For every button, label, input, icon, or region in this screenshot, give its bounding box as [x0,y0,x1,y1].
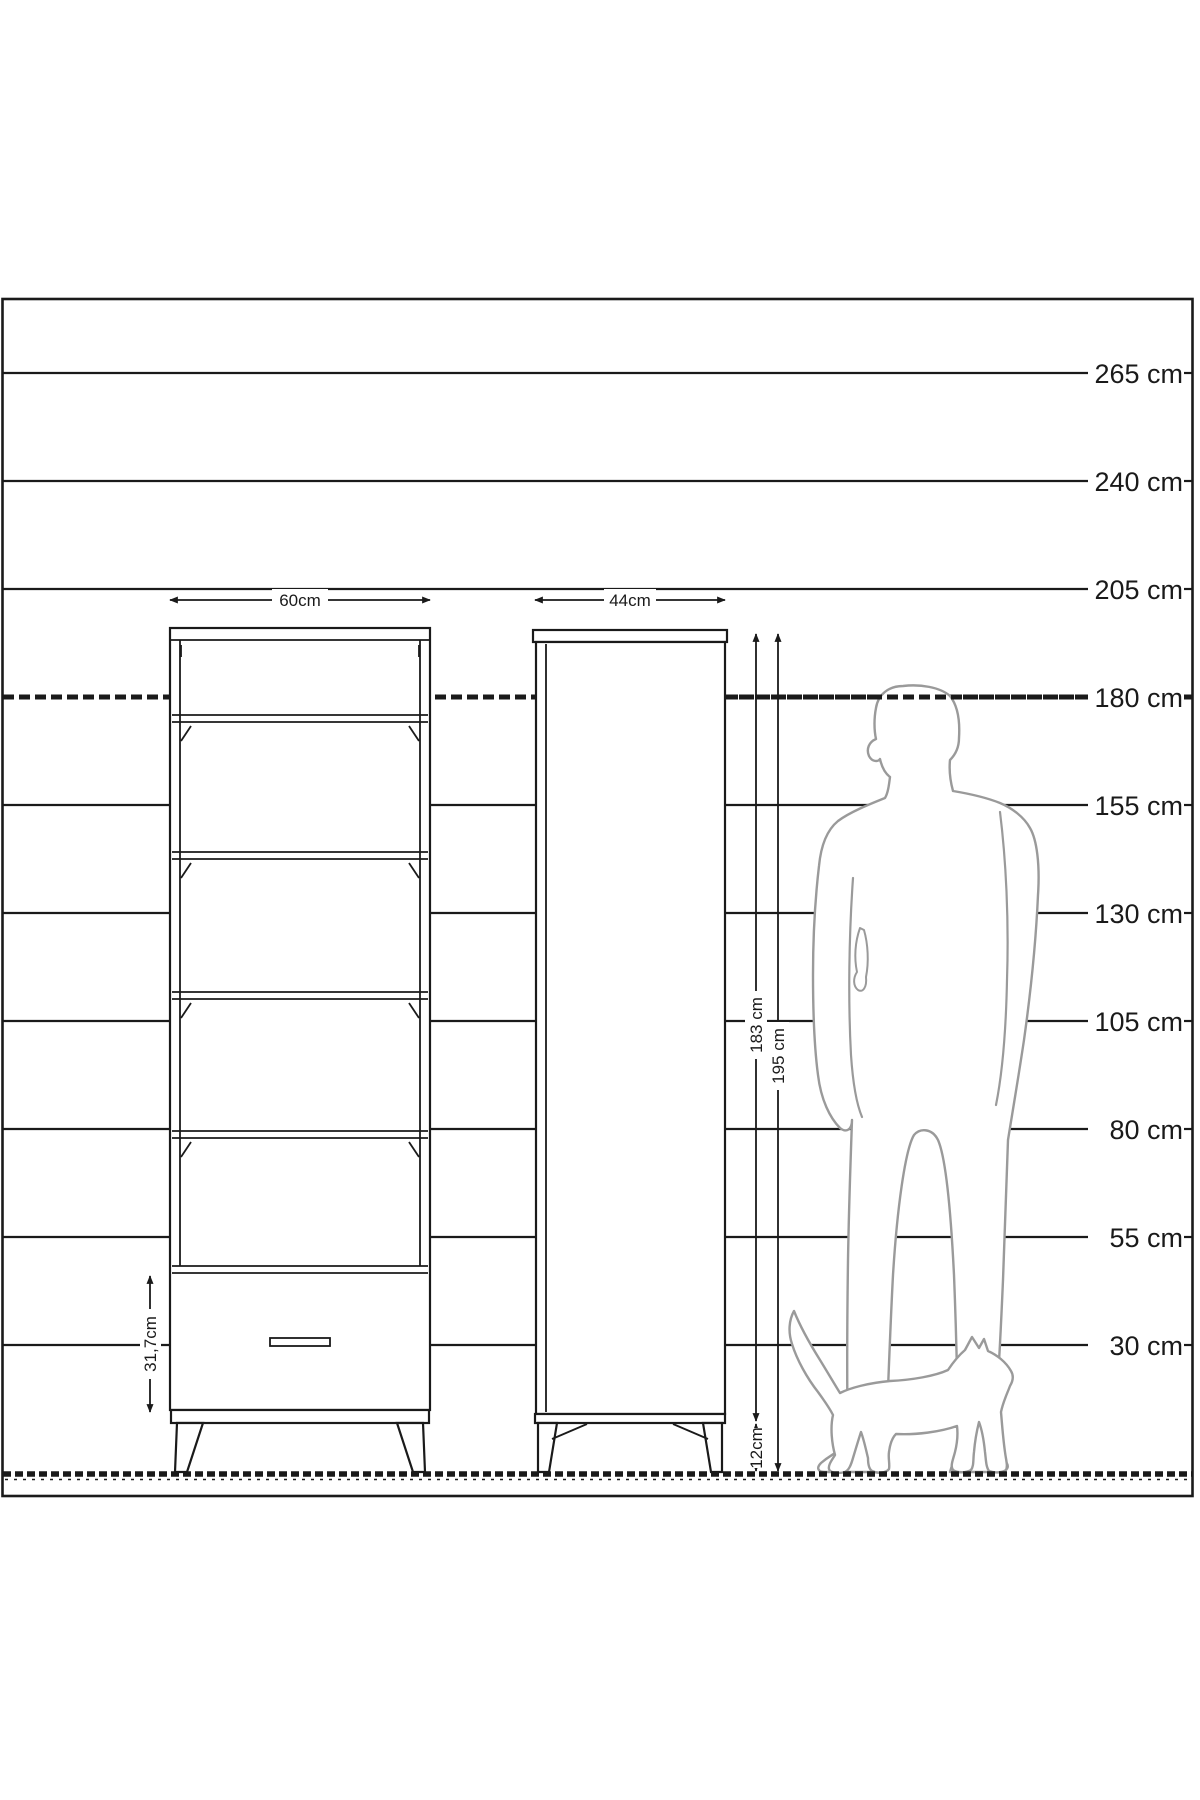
scale-label-180: 180 cm [1094,683,1183,713]
cabinet-front-view [140,589,430,1472]
scale-label-130: 130 cm [1094,899,1183,929]
body-height-label: 183 cm [747,997,766,1053]
man-outline [813,685,1039,1472]
cabinet-side-view [533,589,789,1472]
side-depth-label: 44cm [609,591,651,610]
front-left-leg [175,1423,203,1472]
scale-label-80: 80 cm [1109,1115,1183,1145]
front-plinth [171,1410,429,1423]
scale-label-30: 30 cm [1109,1331,1183,1361]
scale-label-205: 205 cm [1094,575,1183,605]
scale-label-240: 240 cm [1094,467,1183,497]
scale-label-265: 265 cm [1094,359,1183,389]
drawer-height-label: 31,7cm [141,1316,160,1372]
scale-label-155: 155 cm [1094,791,1183,821]
front-right-leg [397,1423,425,1472]
front-width-label: 60cm [279,591,321,610]
side-body [536,642,725,1414]
side-right-leg [703,1423,722,1472]
side-top-board [533,630,727,642]
front-body [170,628,430,1410]
man-silhouette [813,685,1039,1472]
scale-label-55: 55 cm [1109,1223,1183,1253]
scale-label-105: 105 cm [1094,1007,1183,1037]
leg-height-label: 12cm [747,1427,766,1469]
total-height-label: 195 cm [769,1028,788,1084]
side-bottom-board [535,1414,725,1423]
side-left-leg [538,1423,557,1472]
